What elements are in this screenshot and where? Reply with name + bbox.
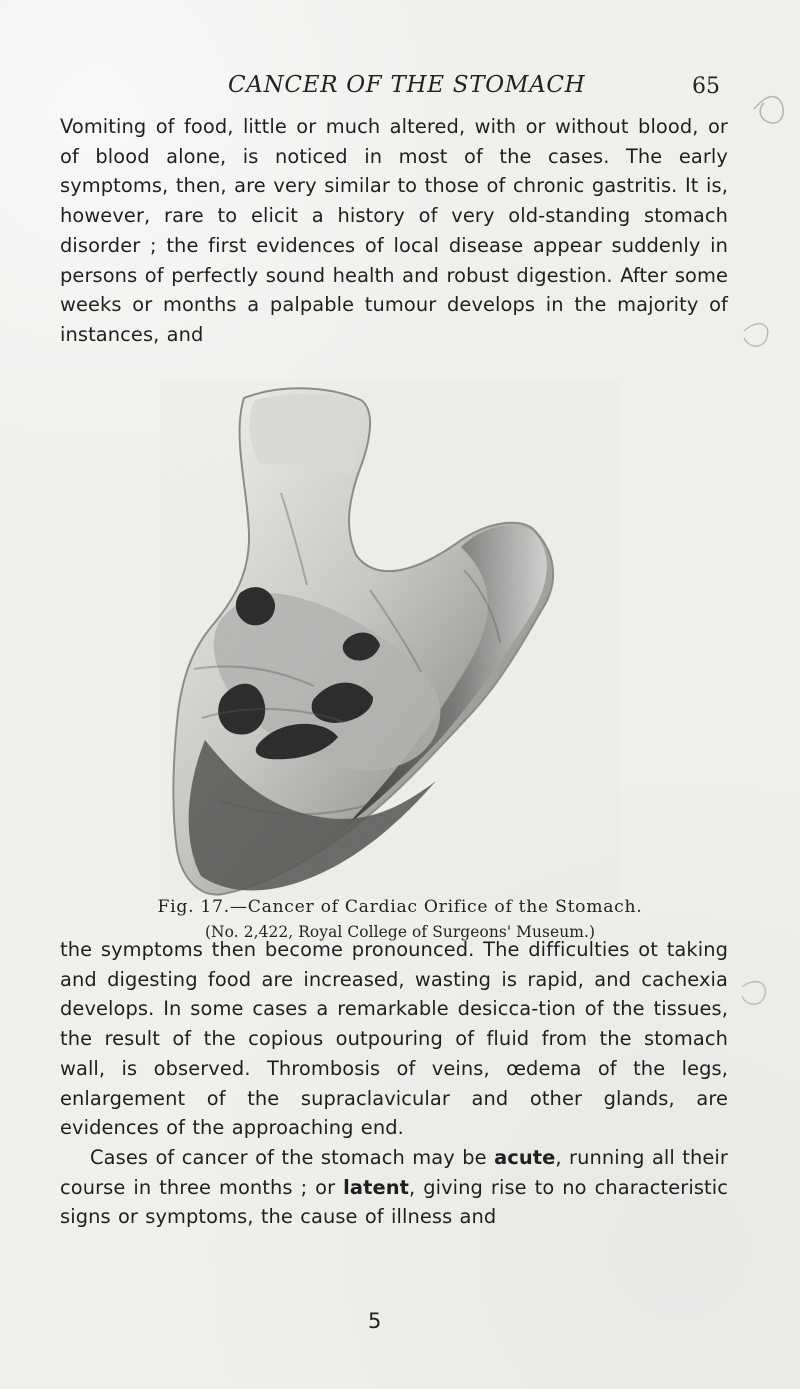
final-text-between-terms: , running all their course in three months ; or (60, 1145, 728, 1199)
handwritten-margin-mark-middle (744, 324, 768, 346)
figure-caption-title: Fig. 17.—Cancer of Cardiac Orifice of the Stomach. (157, 897, 643, 917)
figure-caption-source: (No. 2,422, Royal College of Surgeons' Museum.) (204, 923, 596, 941)
opening-paragraph (60, 112, 728, 350)
final-text-before-acute: Cases of cancer of the stomach may be (90, 1145, 495, 1169)
paragraph-top-text: Vomiting of food, little or much altered, with or without blood, or of blood alone, is noticed in most of the cases. The early symptoms, then, are very similar to those of chronic gastritis. It is, however, rare to elicit a history of very old-standing stomach disorder ; the first evidences of local disease appear suddenly in persons of perfectly sound health and robust digestion. After some weeks or months a palpable tumour develops in the majority of instances, and (60, 115, 728, 346)
final-text-after-latent: , giving rise to no characteristic signs or symptoms, the cause of illness and (60, 1175, 729, 1229)
latent-term: latent (343, 1175, 409, 1199)
acute-term: acute (494, 1145, 556, 1169)
page-header (0, 72, 800, 112)
running-head: CANCER OF THE STOMACH (228, 72, 586, 98)
following-paragraphs (60, 935, 728, 1232)
stomach-specimen-illustration (160, 380, 620, 900)
stomach-specimen-svg (160, 380, 620, 900)
paragraph-middle-text: the symptoms then become pronounced. The difficulties ot taking and digesting food are increased, wasting is rapid, and cachexia develops. In some cases a remarkable desicca-tion of the tissues, the result of the copious outpouring of fluid from the stomach wall, is observed. Thrombosis of veins, œdema of the legs, enlargement of the supraclavicular and other glands, are evidences of the approaching end. (60, 938, 728, 1140)
handwritten-margin-mark-lower (742, 982, 765, 1005)
paragraph-final-text (60, 1143, 728, 1232)
signature-number: 5 (368, 1309, 382, 1333)
page-number: 65 (692, 74, 720, 99)
